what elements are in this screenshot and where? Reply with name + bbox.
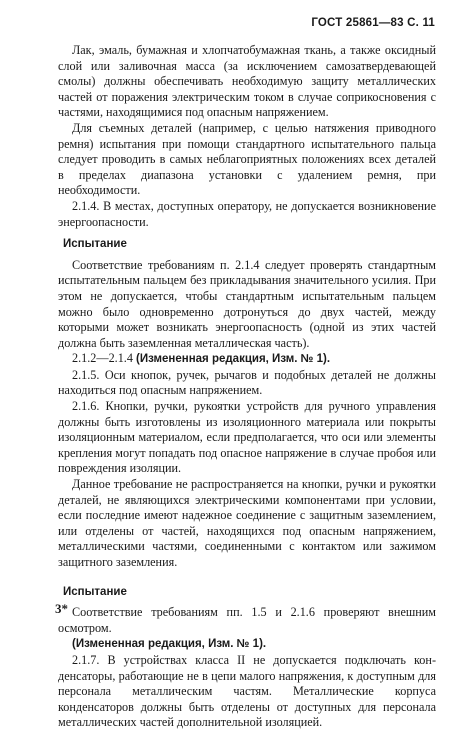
paragraph: 2.1.5. Оси кнопок, ручек, рычагов и подобных деталей не должны находиться под опасным напряжением.: [58, 367, 436, 398]
page-header: ГОСТ 25861—83 С. 11: [311, 17, 435, 29]
section-heading-test: Испытание: [63, 585, 127, 598]
paragraph: Для съемных деталей (например, с целью натяжения приводного ремня) испытания при помощи стандартного испытательного пальца следует проводить в самых неблагоприятных положениях всех деталей в пределах диапазона установки с удалением ремня, при необходимости.: [58, 120, 436, 198]
paragraph: 2.1.7. В устройствах класса II не допускается подключать конденсаторы, работающие не в цепи малого напряжения, к доступным для персонала металлическим частям. Металлические корпуса конденсаторов должны быть отделены от доступных для персонала металлических частей дополнительной изоляцией.: [58, 652, 436, 730]
amendment-note: [58, 636, 436, 653]
amendment-note: [58, 351, 436, 368]
section-heading-test: Испытание: [63, 238, 127, 251]
amendment-label: (Измененная редакция, Изм. № 1).: [135, 353, 331, 366]
paragraph: Данное требование не распространяется на кнопки, ручки и рукоятки деталей, не являющихся электрическими компонентами при условии, если последние имеют надежное соединение с защитным заземлением, или отделены от частей, находящихся под опасным напряжением, металлическими частями, соединенными с контактом или зажимом защитного заземления.: [58, 477, 436, 569]
paragraph: Соответствие требованиям п. 2.1.4 следует проверять стандартным испытательным пальцем без прикладывания значительного усилия. При этом не допускается, чтобы стандартным испытательным пальцем можно было одновременно дотронуться до двух частей, между которыми может возникать энергоопасность (одной из этих частей должна быть заземленная металлическая часть).: [58, 257, 436, 350]
clause-range: 2.1.2—2.1.4: [72, 351, 133, 366]
amendment-label: (Измененная редакция, Изм. № 1).: [72, 638, 267, 651]
document-body: [58, 43, 436, 731]
paragraph: Соответствие требованиям пп. 1.5 и 2.1.6 проверяют внешним осмотром.: [58, 605, 436, 635]
paragraph: 2.1.6. Кнопки, ручки, рукоятки устройств для ручного управления должны быть изготовлены из изоляционного материала или покрыты изоляционным материалом, если предполагается, что оси или элементы крепления могут попадать под опасное напряжение в случае пробоя или повреждения изоляции.: [58, 399, 436, 476]
paragraph: Лак, эмаль, бумажная и хлопчатобумажная ткань, а также оксидный слой или заливочная масса (за исключением самозатвердевающей смолы) должны обеспечивать необходимую защиту металлических частей от поражения электрическим током в случае соприкосновения с частями, находящимися под опасным напряжением.: [58, 43, 436, 120]
paragraph: 2.1.4. В местах, доступных оператору, не допускается возникновение энергоопасности.: [58, 198, 436, 229]
page-signature-mark: 3*: [55, 601, 68, 616]
